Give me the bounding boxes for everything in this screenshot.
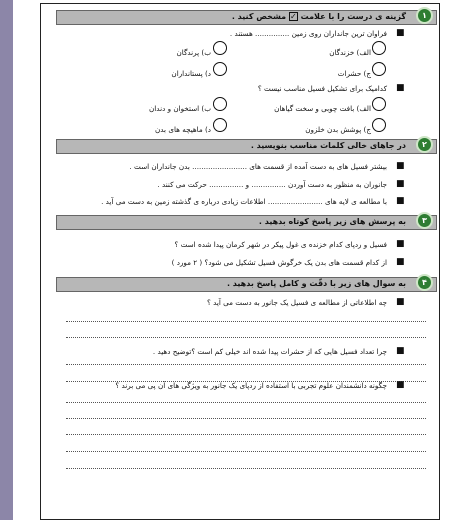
- s1-q1-option-c: ج) حشرات: [337, 69, 371, 78]
- bullet-icon: ■: [396, 346, 405, 356]
- section-1-number-badge: ۱: [416, 7, 433, 24]
- section-4-title: به سوال های زیر با دقّت و کامل پاسخ بدهید .: [226, 279, 406, 288]
- answer-line[interactable]: [66, 337, 426, 338]
- s2-item-3: با مطالعه ی لایه های ........................ اطلاعات زیادی درباره ی گذشته زمین به دست می آید .: [101, 197, 387, 206]
- section-1-title: گزینه ی درست را با علامت ✓ مشخص کنید .: [231, 12, 406, 21]
- section-3-number-badge: ۳: [416, 212, 433, 229]
- option-c-radio[interactable]: [372, 118, 386, 132]
- section-2-title: در جاهای خالی کلمات مناسب بنویسید .: [250, 141, 406, 150]
- bullet-icon: ■: [396, 257, 405, 267]
- option-a-radio[interactable]: [372, 41, 386, 55]
- bullet-icon: ■: [396, 179, 405, 189]
- s4-question-1: چه اطلاعاتی از مطالعه ی فسیل یک جانور به دست می آید ؟: [207, 298, 387, 307]
- section-3-title: به پرسش های زیر پاسخ کوتاه بدهید .: [258, 217, 406, 226]
- bullet-icon: ■: [396, 161, 405, 171]
- s1-q2-option-b: ب) استخوان و دندان: [149, 104, 211, 113]
- s4-question-2: چرا تعداد فسیل هایی که از حشرات پیدا شده اند خیلی کم است ؟توضیح دهید .: [152, 347, 387, 356]
- bullet-icon: ■: [396, 239, 405, 249]
- checkbox-icon: ✓: [289, 12, 297, 21]
- section-4-number-badge: ۴: [416, 274, 433, 291]
- s4-question-3: چگونه دانشمندان علوم تجربی با استفاده از ردپای یک جانور به ویژگی های آن پی می برند ؟: [115, 381, 387, 390]
- answer-line[interactable]: [66, 434, 426, 435]
- answer-line[interactable]: [66, 364, 426, 365]
- s1-question-2: کدامیک برای تشکیل فسیل مناسب نیست ؟: [257, 84, 387, 93]
- s1-q1-option-d: د) پستانداران: [171, 69, 211, 78]
- s2-item-1: بیشتر فسیل های به دست آمده از قسمت های ........................ بدن جانداران است .: [129, 162, 387, 171]
- option-a-radio[interactable]: [372, 97, 386, 111]
- answer-line[interactable]: [66, 418, 426, 419]
- answer-line[interactable]: [66, 451, 426, 452]
- s1-q1-option-b: ب) پرندگان: [176, 48, 211, 57]
- bullet-icon: ■: [396, 196, 405, 206]
- section-3-header: [56, 215, 437, 230]
- s2-item-2: جانوران به منظور به دست آوردن ............... و ............... حرکت می کنند .: [157, 180, 387, 189]
- bullet-icon: ■: [396, 83, 405, 93]
- answer-line[interactable]: [66, 321, 426, 322]
- option-b-radio[interactable]: [213, 41, 227, 55]
- s1-q2-option-c: ج) پوشش بدن خلزون: [305, 125, 371, 134]
- option-b-radio[interactable]: [213, 97, 227, 111]
- bullet-icon: ■: [396, 28, 405, 38]
- option-c-radio[interactable]: [372, 62, 386, 76]
- option-d-radio[interactable]: [213, 62, 227, 76]
- bullet-icon: ■: [396, 380, 405, 390]
- s1-q1-option-a: الف) خزندگان: [329, 48, 371, 57]
- answer-line[interactable]: [66, 402, 426, 403]
- answer-line[interactable]: [66, 468, 426, 469]
- section-2-number-badge: ۲: [416, 136, 433, 153]
- s1-q2-option-d: د) ماهیچه های بدن: [154, 125, 211, 134]
- section-2-header: [56, 139, 437, 154]
- option-d-radio[interactable]: [213, 118, 227, 132]
- s3-question-2: از کدام قسمت های بدن یک خرگوش فسیل تشکیل می شود؟ ( ۲ مورد ): [171, 258, 387, 267]
- section-1-header: [56, 10, 437, 25]
- section-4-header: [56, 277, 437, 292]
- left-binding-strip: [0, 0, 13, 520]
- s1-question-1: فراوان ترین جانداران روی زمین ............... هستند .: [229, 29, 387, 38]
- bullet-icon: ■: [396, 297, 405, 307]
- s3-question-1: فسیل و ردپای کدام خزنده ی غول پیکر در شهر کرمان پیدا شده است ؟: [174, 240, 387, 249]
- s1-q2-option-a: الف) بافت چوبی و سخت گیاهان: [274, 104, 371, 113]
